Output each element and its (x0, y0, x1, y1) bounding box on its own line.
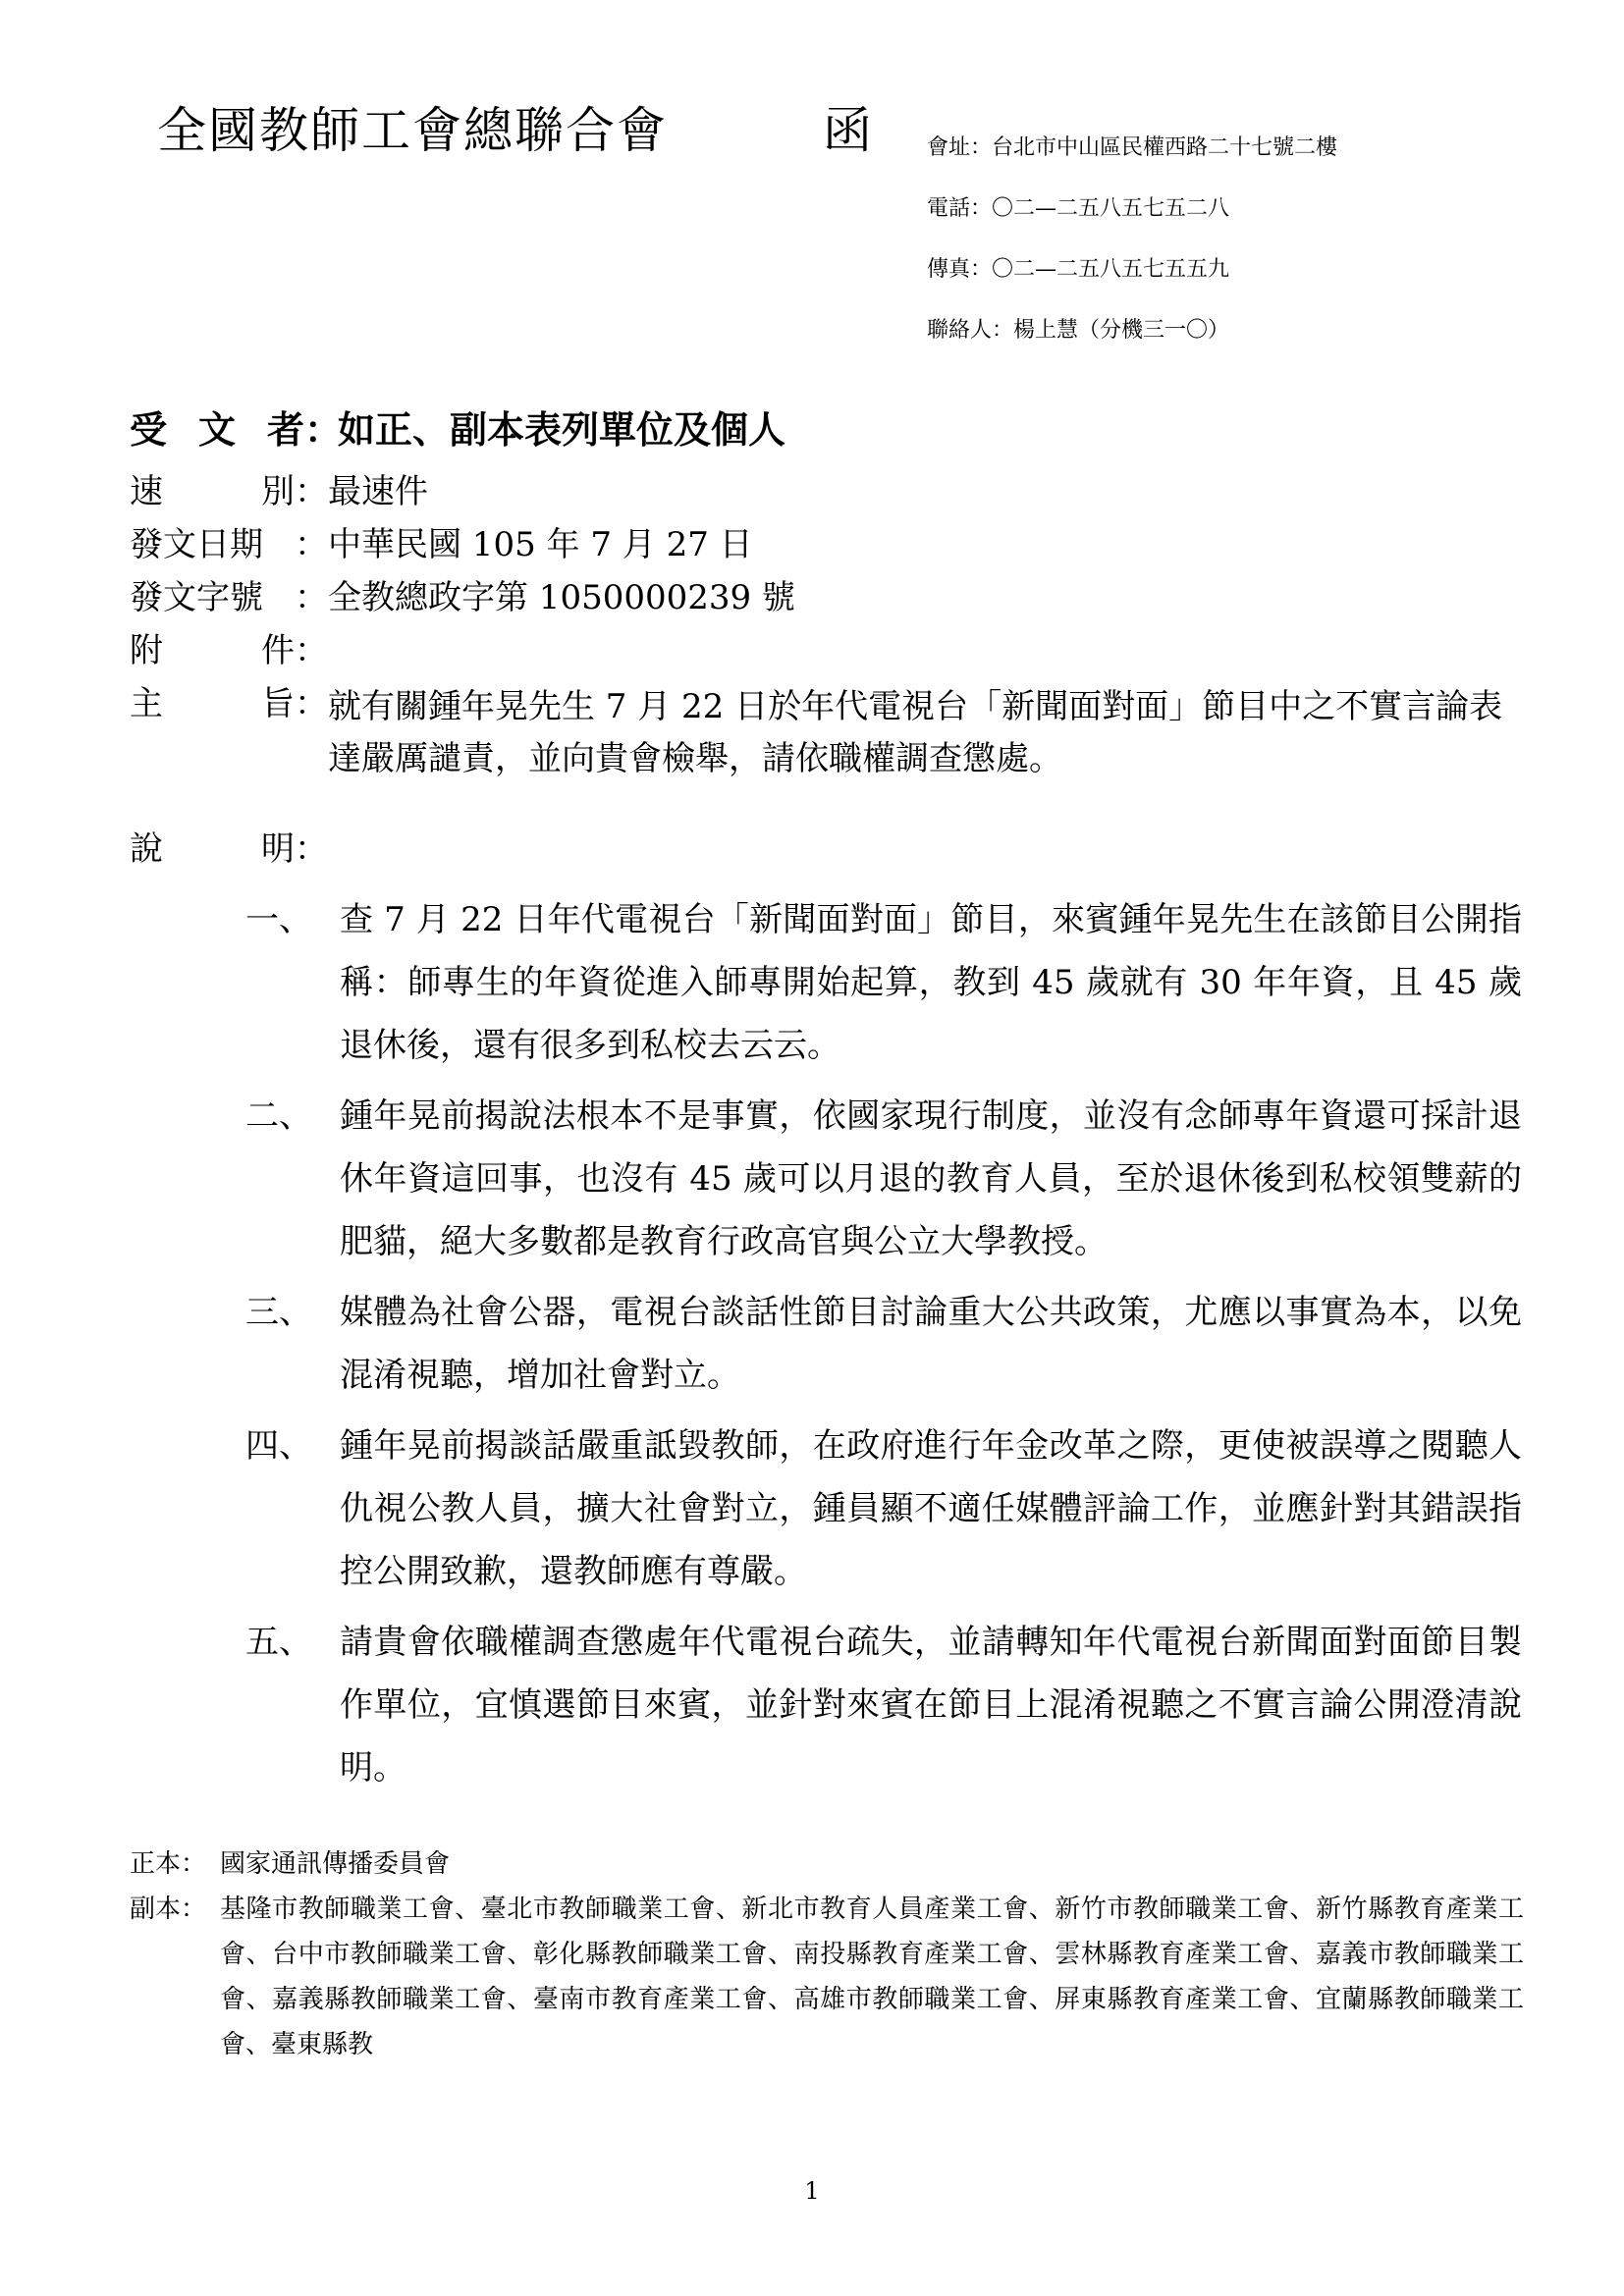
field-value: 全教總政字第 1050000239 號 (328, 578, 795, 618)
original-recipient-row (130, 1842, 1524, 1887)
copy-value: 基隆市教師職業工會、臺北市教師職業工會、新北市教育人員產業工會、新竹市教師職業工會、新竹縣教育產業工會、台中市教師職業工會、彰化縣教師職業工會、南投縣教育產業工會、雲林縣教育產業工會、嘉義市教師職業工會、嘉義縣教師職業工會、臺南市教育產業工會、高雄市教師職業工會、屏東縣教育產業工會、宜蘭縣教師職業工會、臺東縣教 (220, 1895, 1524, 2059)
field-colon: ： (295, 684, 328, 724)
field-number (130, 575, 1534, 621)
field-label: 發文字號 (130, 578, 263, 618)
distribution-block (130, 1842, 1524, 2067)
item-number: 一、 (245, 900, 312, 939)
field-label: 速 別 (130, 472, 295, 512)
contact-person-line: 聯絡人：楊上慧（分機三一〇） (927, 318, 1230, 343)
item-number: 四、 (245, 1426, 312, 1466)
explanation-list (245, 888, 1522, 1807)
field-label: 附 件 (130, 631, 295, 671)
page-number: 1 (804, 2177, 820, 2205)
item-text: 查 7 月 22 日年代電視台「新聞面對面」節目，來賓鍾年晃先生在該節目公開指稱：師專生的年資從進入師專開始起算，教到 45 歲就有 30 年年資，且 45 歲退休後，還有很多到私校去云云。 (340, 900, 1522, 1065)
explanation-item (245, 1085, 1522, 1273)
explanation-label: 說 明 (130, 829, 295, 869)
org-title: 全國教師工會總聯合會 (157, 102, 668, 159)
item-number: 三、 (245, 1293, 312, 1332)
copy-label: 副本： (130, 1895, 207, 1924)
item-text: 媒體為社會公器，電視台談話性節目討論重大公共政策，尤應以事實為本，以免混淆視聽，增加社會對立。 (340, 1293, 1522, 1395)
field-speed (130, 469, 1534, 515)
field-date (130, 522, 1534, 568)
field-label: 發文日期 (130, 525, 263, 565)
original-label: 正本： (130, 1849, 207, 1879)
contact-block (927, 137, 1337, 381)
field-colon: ： (295, 578, 328, 618)
explanation-colon: ： (295, 829, 328, 869)
explanation-item (245, 1281, 1522, 1407)
explanation-item (245, 888, 1522, 1077)
address-line: 會址：台北市中山區民權西路二十七號二樓 (927, 135, 1338, 160)
field-recipient (130, 404, 1534, 455)
original-value: 國家通訊傳播委員會 (220, 1849, 451, 1879)
field-subject (130, 681, 1534, 784)
item-number: 二、 (245, 1096, 312, 1136)
field-colon: ： (304, 407, 343, 452)
phone-line: 電話：〇二—二五八五七五二八 (927, 196, 1230, 221)
item-text: 鍾年晃前揭談話嚴重詆毀教師，在政府進行年金改革之際，更使被誤導之閱聽人仇視公教人員，擴大社會對立，鍾員顯不適任媒體評論工作，並應針對其錯誤指控公開致歉，還教師應有尊嚴。 (340, 1426, 1522, 1591)
field-colon: ： (295, 472, 328, 512)
field-value: 就有關鍾年晃先生 7 月 22 日於年代電視台「新聞面對面」節目中之不實言論表達嚴厲譴責，並向貴會檢舉，請依職權調查懲處。 (328, 687, 1503, 778)
field-label: 受 文 者 (130, 407, 304, 452)
doc-type: 函 (823, 102, 872, 159)
field-value: 如正、副本表列單位及個人 (338, 407, 786, 452)
explanation-heading (130, 829, 328, 869)
item-number: 五、 (245, 1623, 312, 1662)
meta-fields (130, 404, 1534, 791)
field-colon: ： (295, 631, 328, 671)
fax-line: 傳真：〇二—二五八五七五五九 (927, 257, 1230, 282)
field-value: 最速件 (328, 472, 428, 512)
explanation-item (245, 1611, 1522, 1799)
field-label: 主 旨 (130, 684, 295, 724)
explanation-item (245, 1415, 1522, 1603)
field-value: 中華民國 105 年 7 月 27 日 (328, 525, 753, 565)
item-text: 鍾年晃前揭說法根本不是事實，依國家現行制度，並沒有念師專年資還可採計退休年資這回事，也沒有 45 歲可以月退的教育人員，至於退休後到私校領雙薪的肥貓，絕大多數都是教育行政高官與公立大學教授。 (340, 1096, 1522, 1261)
field-colon: ： (295, 525, 328, 565)
copy-recipient-row (130, 1887, 1524, 2067)
field-attachment (130, 628, 1534, 674)
item-text: 請貴會依職權調查懲處年代電視台疏失，並請轉知年代電視台新聞面對面節目製作單位，宜慎選節目來賓，並針對來賓在節目上混淆視聽之不實言論公開澄清說明。 (340, 1623, 1522, 1788)
